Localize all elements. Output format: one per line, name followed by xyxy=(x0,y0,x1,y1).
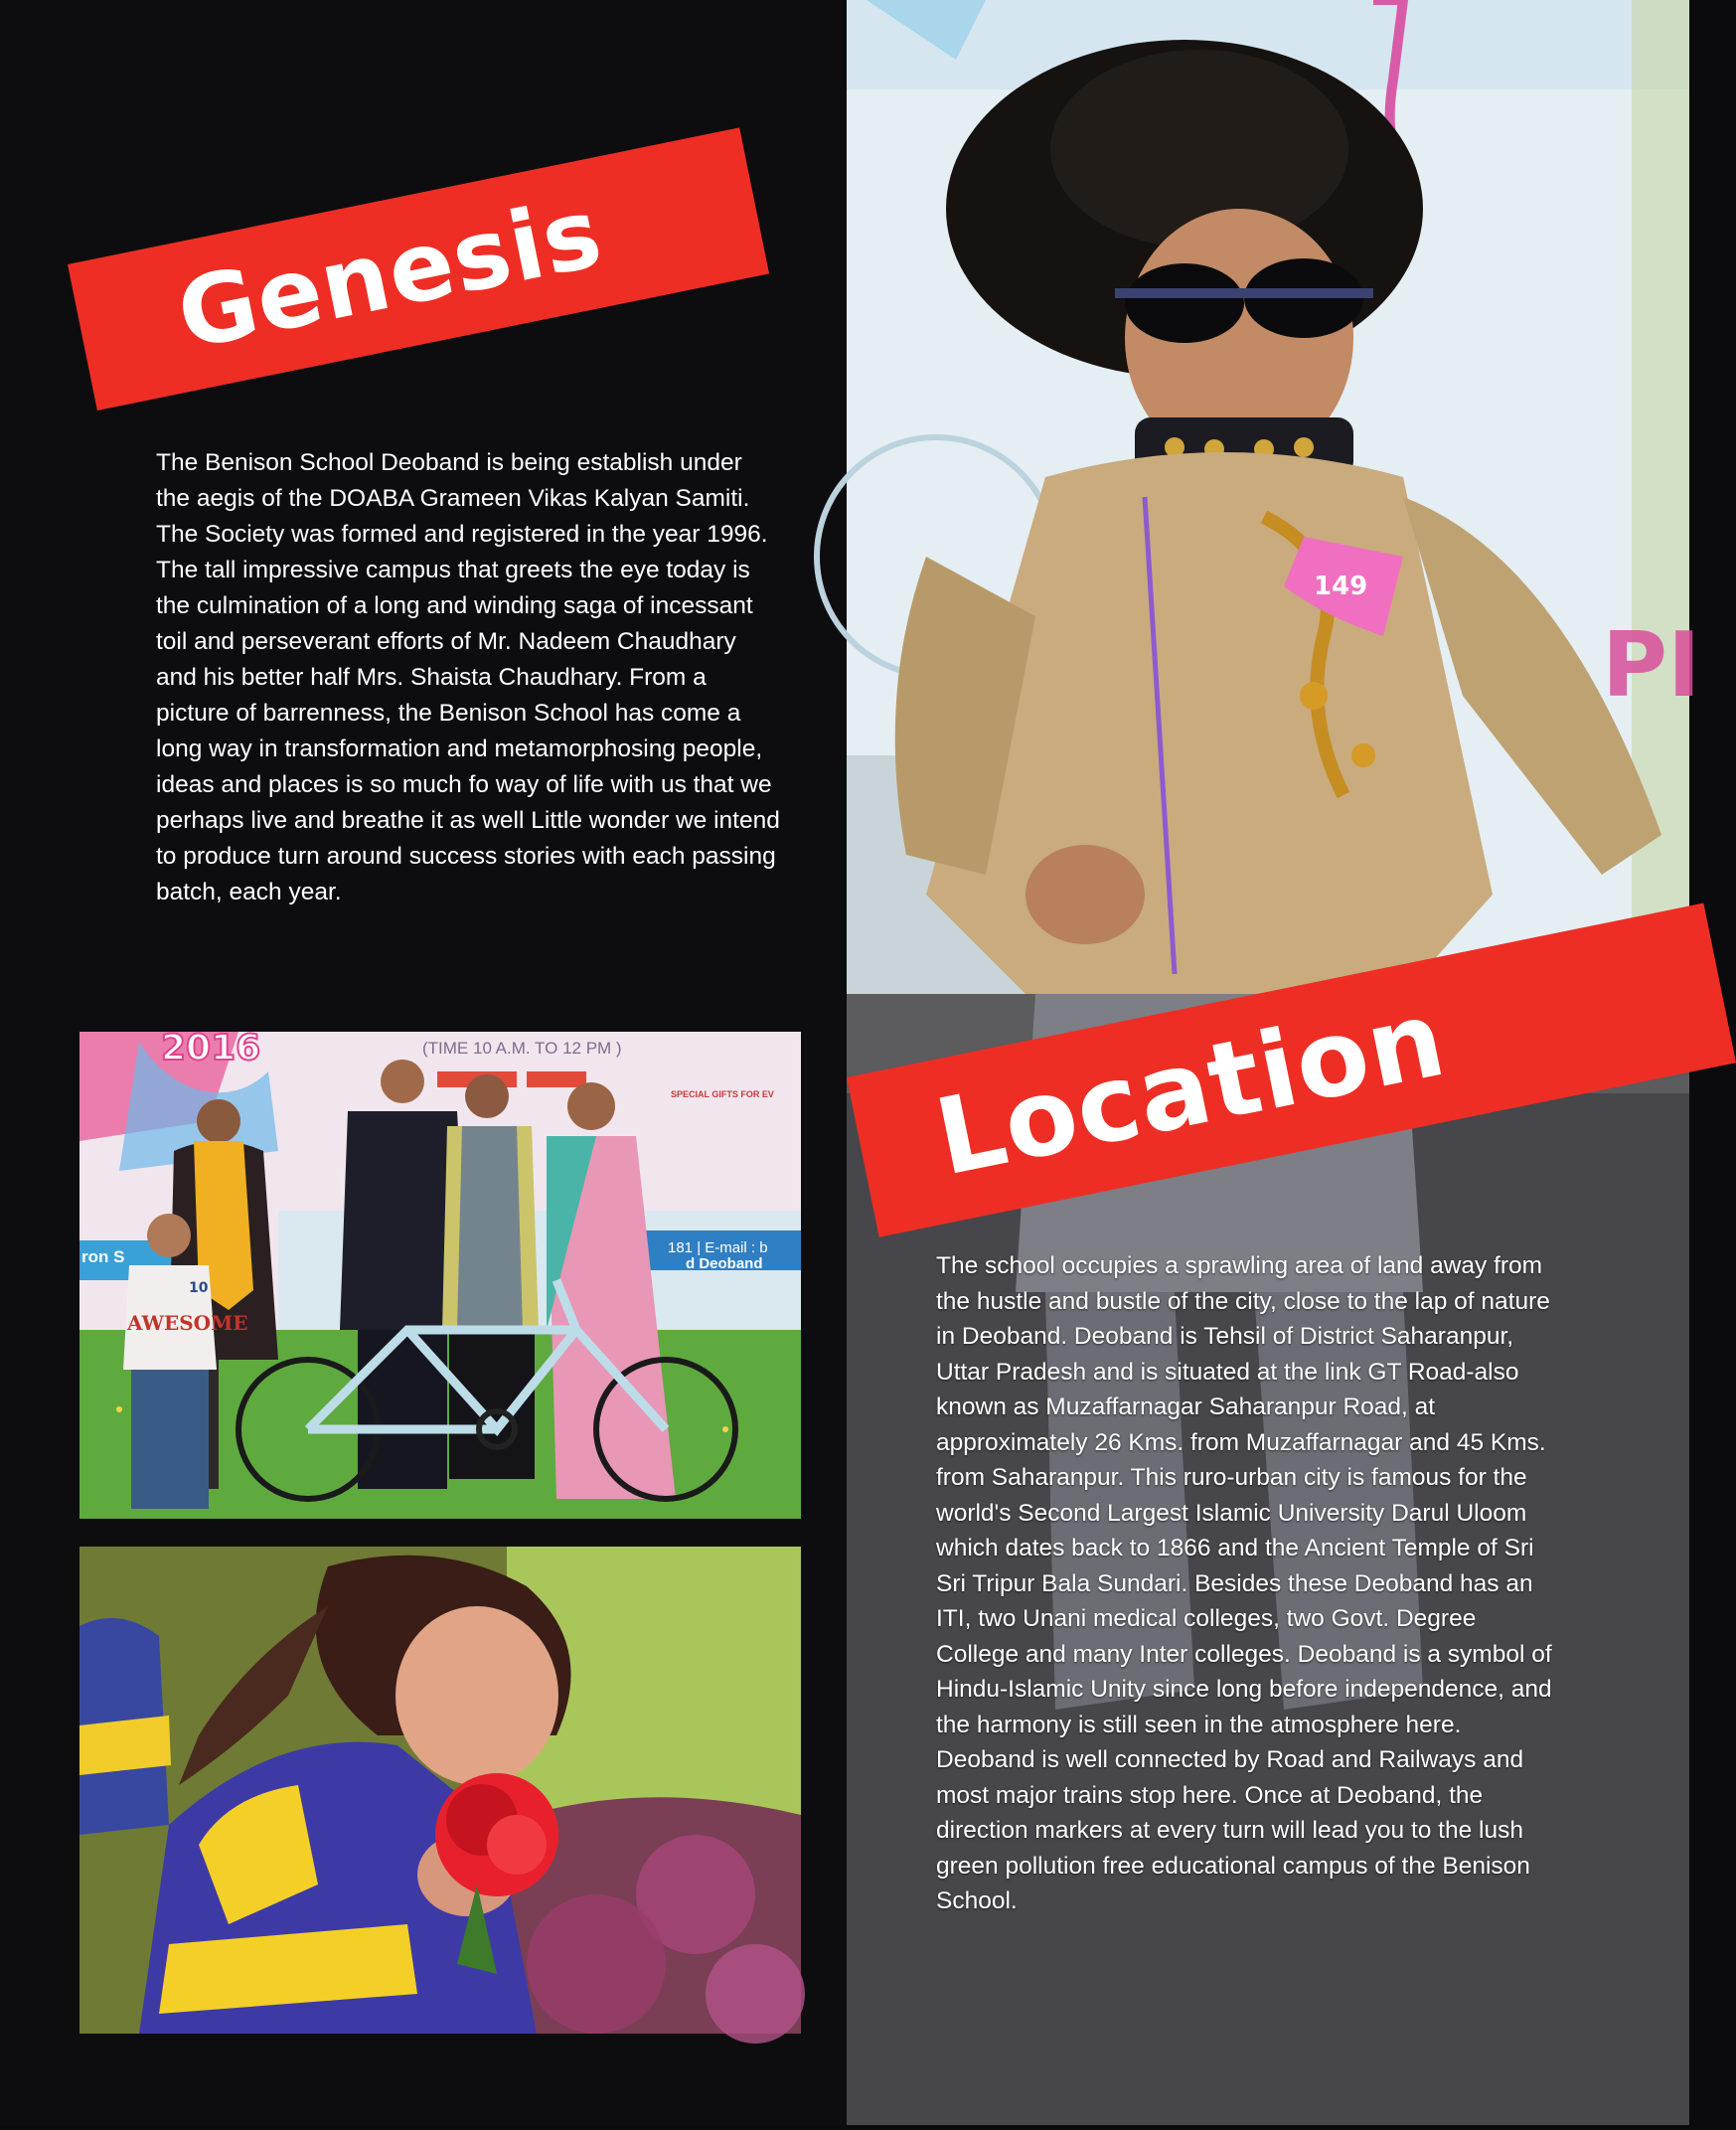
location-paragraph: The school occupies a sprawling area of land away from the hustle and bustle of the city, close to the lap of nature in Deoband. Deoband is Tehsil of District Saharanpur, Uttar Pradesh and is situated at the link GT Road-also known as Muzaffarnagar Saharanpur Road, at approximately 26 Kms. from Muzaffarnagar and 45 Kms. from Saharanpur. This ruro-urban city is famous for the world's Second Largest Islamic University Darul Uloom which dates back to 1866 and the Ancient Temple of Sri Sri Tripur Bala Sundari. Besides these Deoband has an ITI, two Unani medical colleges, two Govt. Degree College and many Inter colleges. Deoband is a symbol of Hindu-Islamic Unity since long before independence, and the harmony is still seen in the atmosphere here. Deoband is well connected by Road and Railways and most major trains stop here. Once at Deoband, the direction markers at every turn will lead you to the lush green pollution free educational campus of the Benison School. xyxy=(936,1252,1552,1914)
genesis-title: Genesis xyxy=(168,176,611,372)
left-column xyxy=(0,0,847,2125)
banner-year-text: 2016 xyxy=(161,1028,261,1068)
shirt-number: 10 xyxy=(189,1280,209,1296)
banner-school-text: ron S xyxy=(81,1247,125,1266)
banner-email-text: 181 | E-mail : b xyxy=(668,1239,768,1256)
girl-flower-illustration xyxy=(79,1547,801,2034)
banner-time-text: (TIME 10 A.M. TO 12 PM ) xyxy=(422,1039,622,1058)
location-title: Location xyxy=(926,976,1456,1200)
banner-place-text: d Deoband xyxy=(686,1255,763,1272)
shirt-text: AWESOME xyxy=(127,1311,248,1335)
banner-gifts-text: SPECIAL GIFTS FOR EV xyxy=(671,1089,774,1099)
genesis-banner xyxy=(68,127,769,410)
sign-fragment: PI xyxy=(1602,613,1701,718)
ceremony-photo xyxy=(79,1028,801,1519)
ceremony-illustration xyxy=(79,1028,801,1519)
badge-text: 149 xyxy=(1314,572,1368,601)
girl-flower-photo xyxy=(79,1547,801,2034)
location-banner xyxy=(847,903,1736,1237)
genesis-paragraph: The Benison School Deoband is being establish under the aegis of the DOABA Grameen Vikas Kalyan Samiti. The Society was formed and registered in the year 1996. The tall impressive campus that greets the eye today is the culmination of a long and winding saga of incessant toil and perseverant efforts of Mr. Nadeem Chaudhary and his better half Mrs. Shaista Chaudhary. From a picture of barrenness, the Benison School has come a long way in transformation and metamorphosing people, ideas and places is so much fo way of life with us that we perhaps live and breathe it as well Little wonder we intend to produce turn around success stories with each passing batch, each year. xyxy=(156,449,780,905)
